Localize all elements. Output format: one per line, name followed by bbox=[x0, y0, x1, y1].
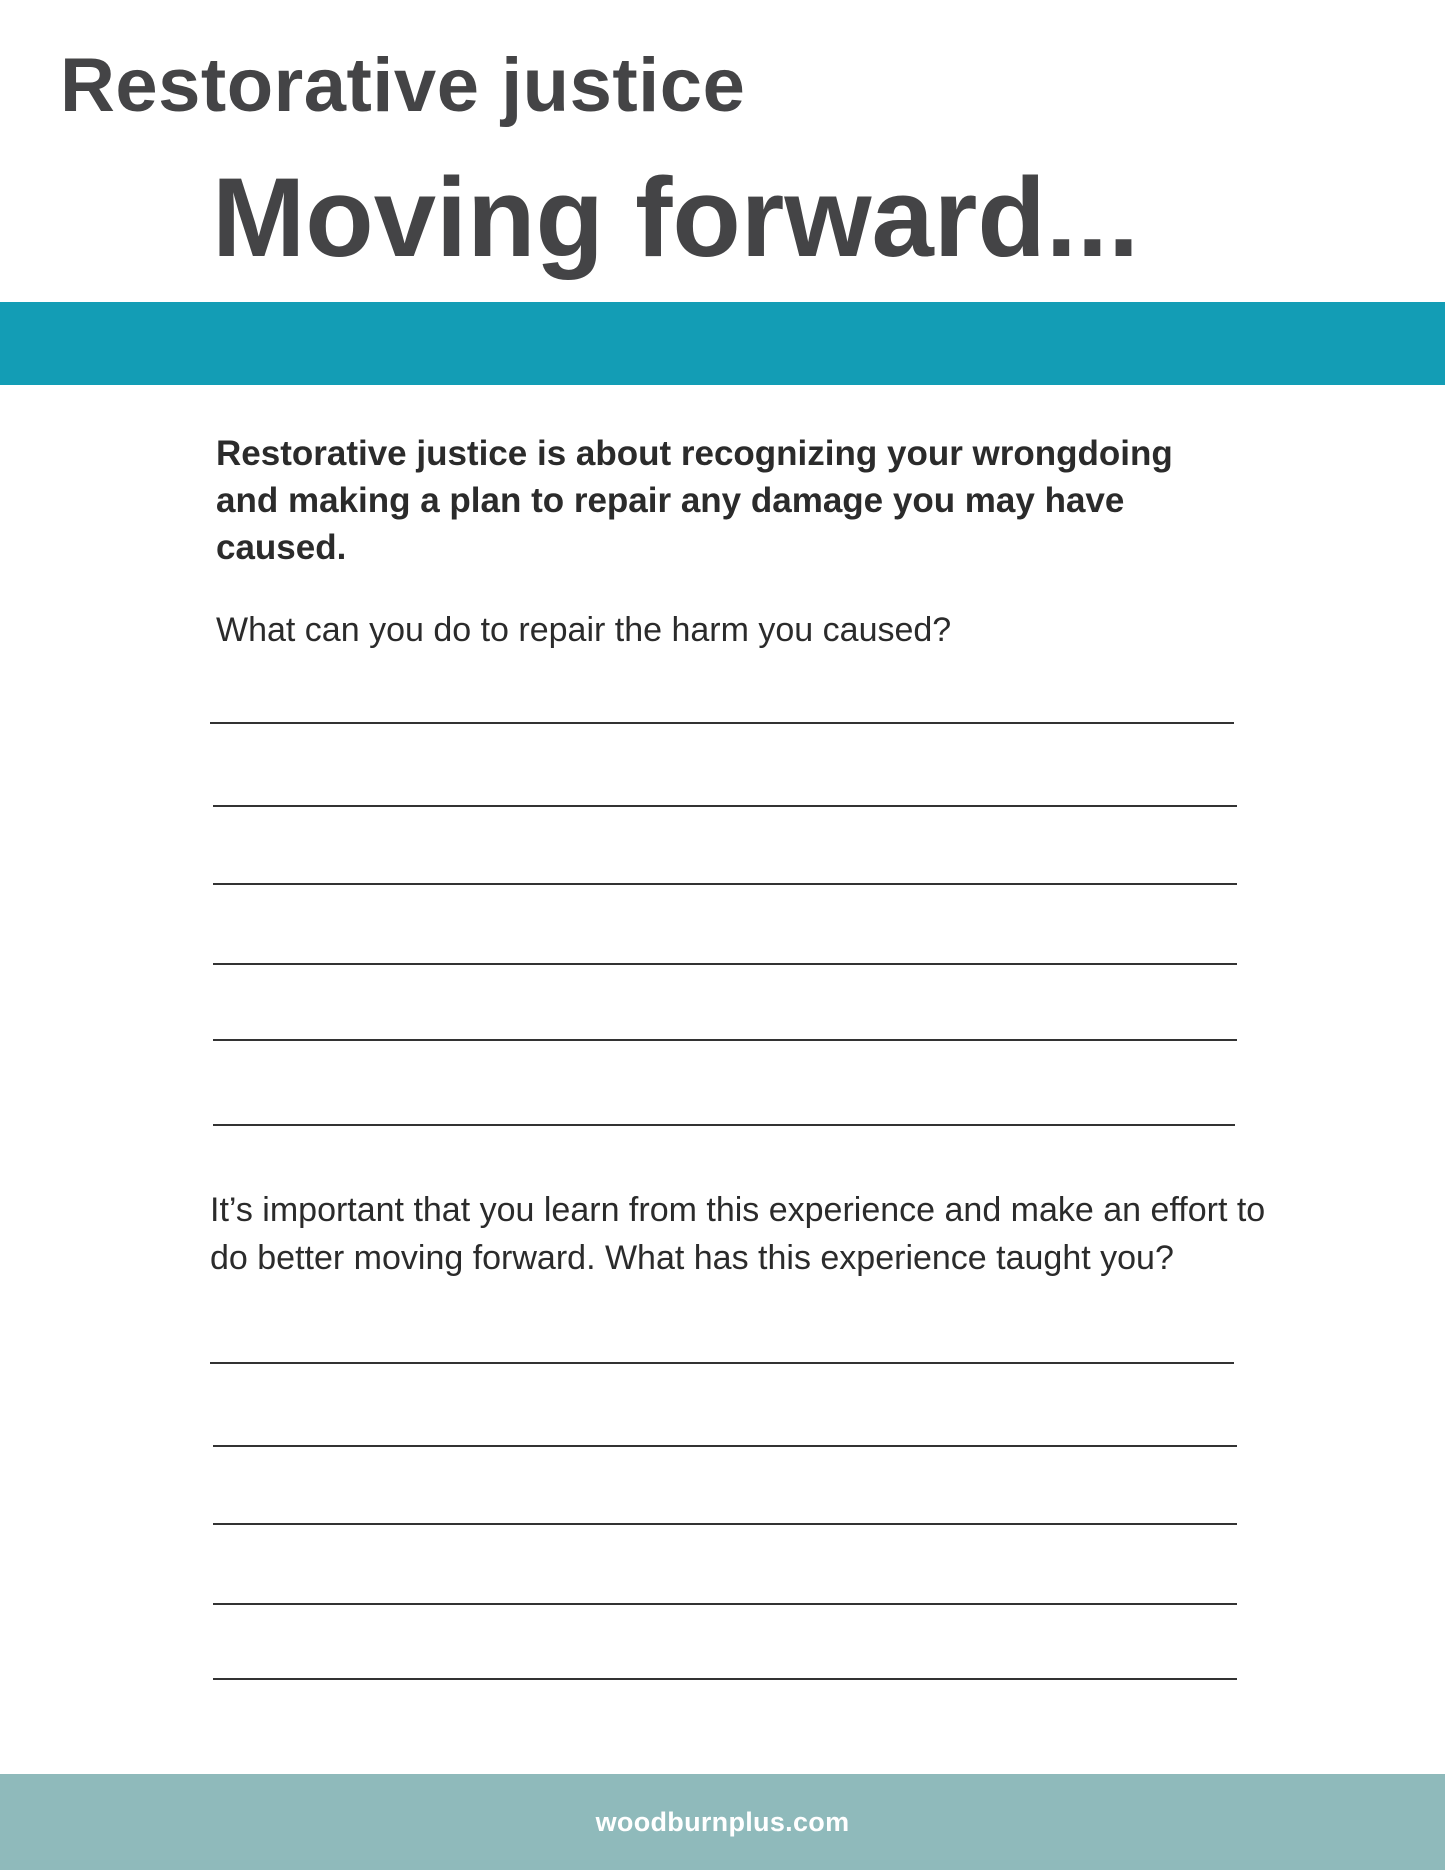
worksheet-subtitle: Restorative justice bbox=[60, 43, 746, 128]
question-2-prompt: It’s important that you learn from this experience and make an effort to do better moving forward. What has this experience taught you? bbox=[210, 1191, 1266, 1277]
answer-line[interactable] bbox=[213, 1678, 1237, 1680]
answer-line[interactable] bbox=[213, 1124, 1235, 1126]
answer-line[interactable] bbox=[213, 805, 1237, 807]
question-1-prompt: What can you do to repair the harm you caused? bbox=[216, 611, 952, 649]
answer-line[interactable] bbox=[213, 1445, 1237, 1447]
answer-line[interactable] bbox=[213, 963, 1237, 965]
header-color-band bbox=[0, 302, 1445, 385]
answer-line[interactable] bbox=[210, 722, 1234, 724]
answer-line[interactable] bbox=[213, 1523, 1237, 1525]
answer-line[interactable] bbox=[213, 1039, 1237, 1041]
worksheet-title: Moving forward... bbox=[212, 155, 1140, 280]
intro-paragraph: Restorative justice is about recognizing your wrongdoing and making a plan to repair any damage you may have caused. bbox=[216, 434, 1173, 567]
answer-line[interactable] bbox=[213, 1603, 1237, 1605]
answer-line[interactable] bbox=[213, 883, 1237, 885]
answer-line[interactable] bbox=[210, 1362, 1234, 1364]
footer-band bbox=[0, 1774, 1445, 1870]
footer-website-link[interactable]: woodburnplus.com bbox=[595, 1806, 850, 1837]
